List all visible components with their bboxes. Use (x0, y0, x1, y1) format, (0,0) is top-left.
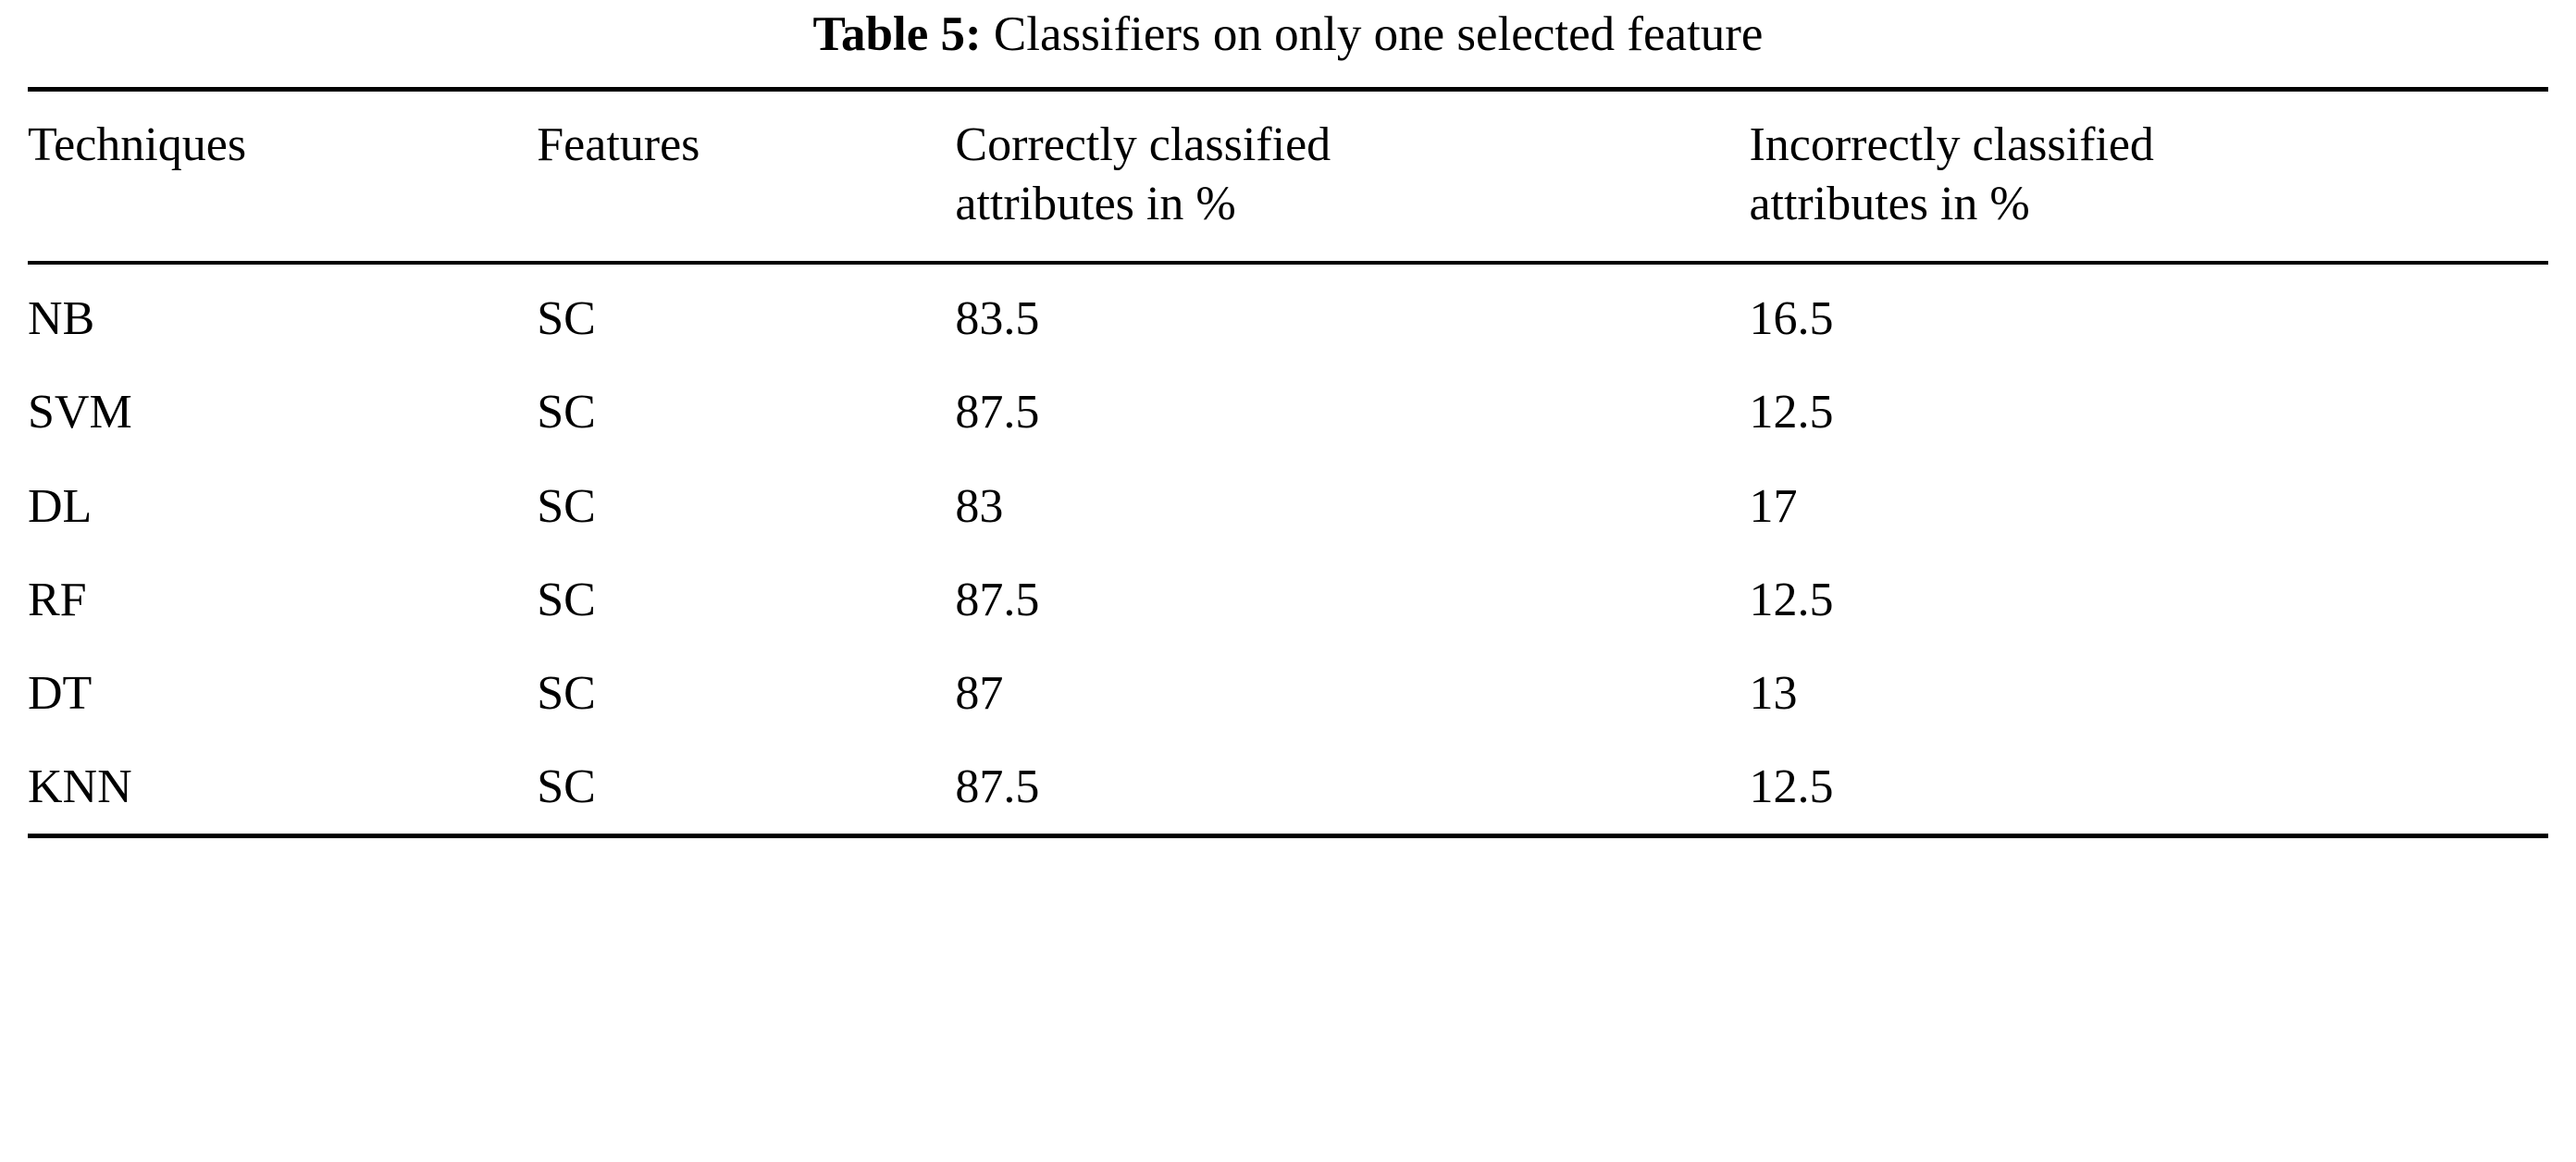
column-header-features-line1: Features (537, 118, 700, 172)
table-row (28, 263, 2548, 365)
cell-features: SC (537, 386, 596, 439)
column-header-correctly-classified-line2: attributes in % (955, 177, 1236, 230)
table-row (28, 647, 2548, 740)
cell-technique: KNN (28, 760, 132, 814)
cell-features: SC (537, 666, 596, 720)
cell-correct: 87.5 (955, 386, 1040, 439)
cell-correct: 87.5 (955, 760, 1040, 814)
column-header-incorrectly-classified-line1: Incorrectly classified (1749, 118, 2154, 172)
cell-incorrect: 12.5 (1749, 386, 1834, 439)
cell-correct: 87 (955, 666, 1004, 720)
table-head (28, 90, 2548, 263)
cell-correct: 83.5 (955, 292, 1040, 346)
cell-technique: DL (28, 479, 93, 533)
cell-technique: RF (28, 573, 87, 626)
classifier-results-table (28, 87, 2548, 838)
column-header-techniques (28, 90, 537, 263)
cell-technique: DT (28, 666, 93, 720)
cell-features: SC (537, 760, 596, 814)
table-caption (28, 0, 2548, 87)
table-row (28, 365, 2548, 459)
table-row (28, 740, 2548, 836)
column-header-incorrectly-classified-line2: attributes in % (1749, 177, 2030, 230)
cell-features: SC (537, 292, 596, 346)
cell-correct: 87.5 (955, 573, 1040, 626)
column-header-correctly-classified (955, 90, 1749, 263)
cell-incorrect: 12.5 (1749, 760, 1834, 814)
cell-features: SC (537, 479, 596, 533)
cell-incorrect: 13 (1749, 666, 1798, 720)
column-header-techniques-line1: Techniques (28, 118, 247, 172)
cell-technique: SVM (28, 386, 132, 439)
table-caption-label: Table 5: (812, 7, 982, 61)
table-header-row (28, 90, 2548, 263)
column-header-features (537, 90, 955, 263)
cell-incorrect: 12.5 (1749, 573, 1834, 626)
column-header-correctly-classified-line1: Correctly classified (955, 118, 1331, 172)
cell-technique: NB (28, 292, 95, 346)
table-body (28, 263, 2548, 836)
cell-incorrect: 17 (1749, 479, 1798, 533)
table-row (28, 460, 2548, 553)
cell-correct: 83 (955, 479, 1004, 533)
table-caption-text: Classifiers on only one selected feature (993, 7, 1764, 61)
cell-incorrect: 16.5 (1749, 292, 1834, 346)
cell-features: SC (537, 573, 596, 626)
column-header-incorrectly-classified (1749, 90, 2548, 263)
table-row (28, 553, 2548, 647)
